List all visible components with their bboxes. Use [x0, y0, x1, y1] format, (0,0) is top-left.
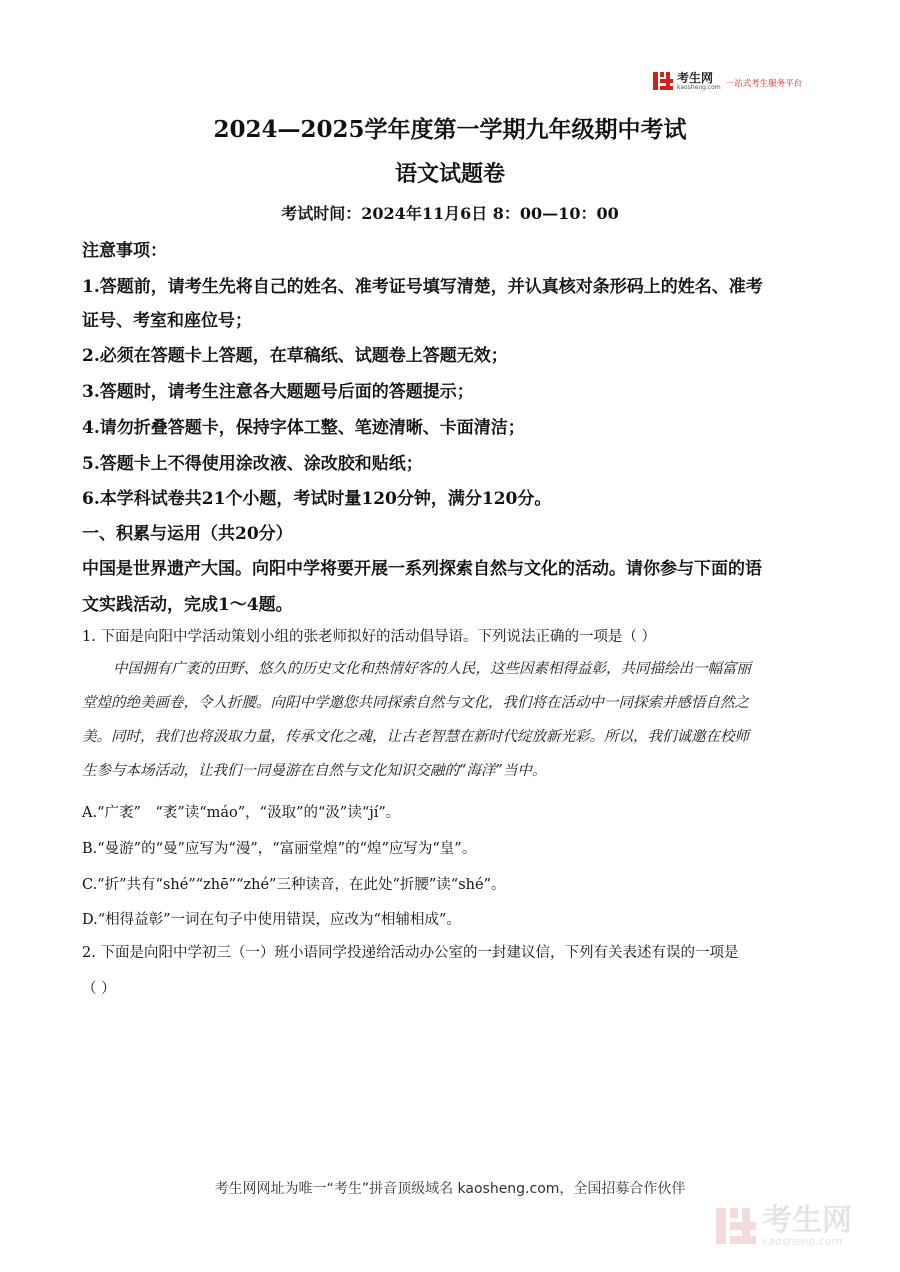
notice-line: 2.必须在答题卡上答题，在草稿纸、试题卷上答题无效；	[82, 346, 508, 366]
logo-domain: kaosheng.com	[677, 83, 721, 91]
notice-line: 3.答题时，请考生注意各大题题号后面的答题提示；	[82, 382, 474, 402]
section-intro: 中国是世界遗产大国。向阳中学将要开展一系列探索自然与文化的活动。请你参与下面的语	[82, 559, 762, 579]
watermark	[714, 1204, 852, 1248]
question-2-blank: （ ）	[82, 981, 116, 997]
subject-title: 语文试题卷	[394, 161, 505, 187]
q1-passage-line: 中国拥有广袤的田野、悠久的历史文化和热情好客的人民，这些因素相得益彰，共同描绘出一幅富丽	[113, 661, 751, 677]
footer-text: 考生网网址为唯一“考生”拼音顶级域名 kaosheng.com，全国招募合作伙伴	[214, 1181, 686, 1197]
section-intro: 文实践活动，完成1～4题。	[82, 595, 293, 615]
notice-line: 1.答题前，请考生先将自己的姓名、准考证号填写清楚，并认真核对条形码上的姓名、准考	[82, 277, 763, 297]
notice-line: 5.答题卡上不得使用涂改液、涂改胶和贴纸；	[82, 454, 423, 474]
q1-option-d: D.“相得益彰”一词在句子中使用错误，应改为“相辅相成”。	[82, 912, 461, 928]
brand-logo	[652, 70, 802, 92]
notice-line: 证号、考室和座位号；	[82, 311, 252, 331]
q1-option-b: B.“曼游”的“曼”应写为“漫”，“富丽堂煌”的“煌”应写为“皇”。	[82, 841, 477, 857]
logo-name: 考生网	[677, 70, 714, 85]
question-1-stem: 1. 下面是向阳中学活动策划小组的张老师拟好的活动倡导语。下列说法正确的一项是（ ）	[82, 629, 657, 645]
q1-passage-line: 生参与本场活动，让我们一同曼游在自然与文化知识交融的“海洋”当中。	[82, 763, 547, 779]
notice-line: 6.本学科试卷共21个小题，考试时量120分钟，满分120分。	[82, 489, 552, 509]
logo-slogan: 一站式考生服务平台	[725, 79, 803, 89]
notice-line: 4.请勿折叠答题卡，保持字体工整、笔迹清晰、卡面清洁；	[82, 418, 525, 438]
exam-time: 考试时间：2024年11月6日 8：00—10：00	[281, 204, 619, 223]
kaosheng-watermark-icon	[714, 1204, 758, 1248]
question-2-stem: 2. 下面是向阳中学初三（一）班小语同学投递给活动办公室的一封建议信，下列有关表述有误的一项是	[82, 945, 739, 961]
watermark-domain: kaosheng.com	[762, 1234, 843, 1248]
section-heading: 一、积累与运用（共20分）	[82, 524, 293, 544]
exam-title: 2024—2025学年度第一学期九年级期中考试	[213, 116, 687, 143]
kaosheng-logo-icon	[652, 70, 674, 92]
q1-passage-line: 堂煌的绝美画卷，令人折腰。向阳中学邀您共同探索自然与文化，我们将在活动中一同探索并感悟自然之	[82, 695, 749, 711]
q1-option-c: C.“折”共有“shé”“zhē”“zhé”三种读音，在此处“折腰”读“shé”。	[82, 877, 506, 893]
q1-passage-line: 美。同时，我们也将汲取力量，传承文化之魂，让古老智慧在新时代绽放新光彩。所以，我们诚邀在校师	[82, 729, 749, 745]
q1-option-a: A.“广袤” “袤”读“máo”，“汲取”的“汲”读“jí”。	[82, 805, 401, 821]
notice-heading: 注意事项：	[82, 241, 167, 261]
watermark-name: 考生网	[762, 1202, 852, 1238]
